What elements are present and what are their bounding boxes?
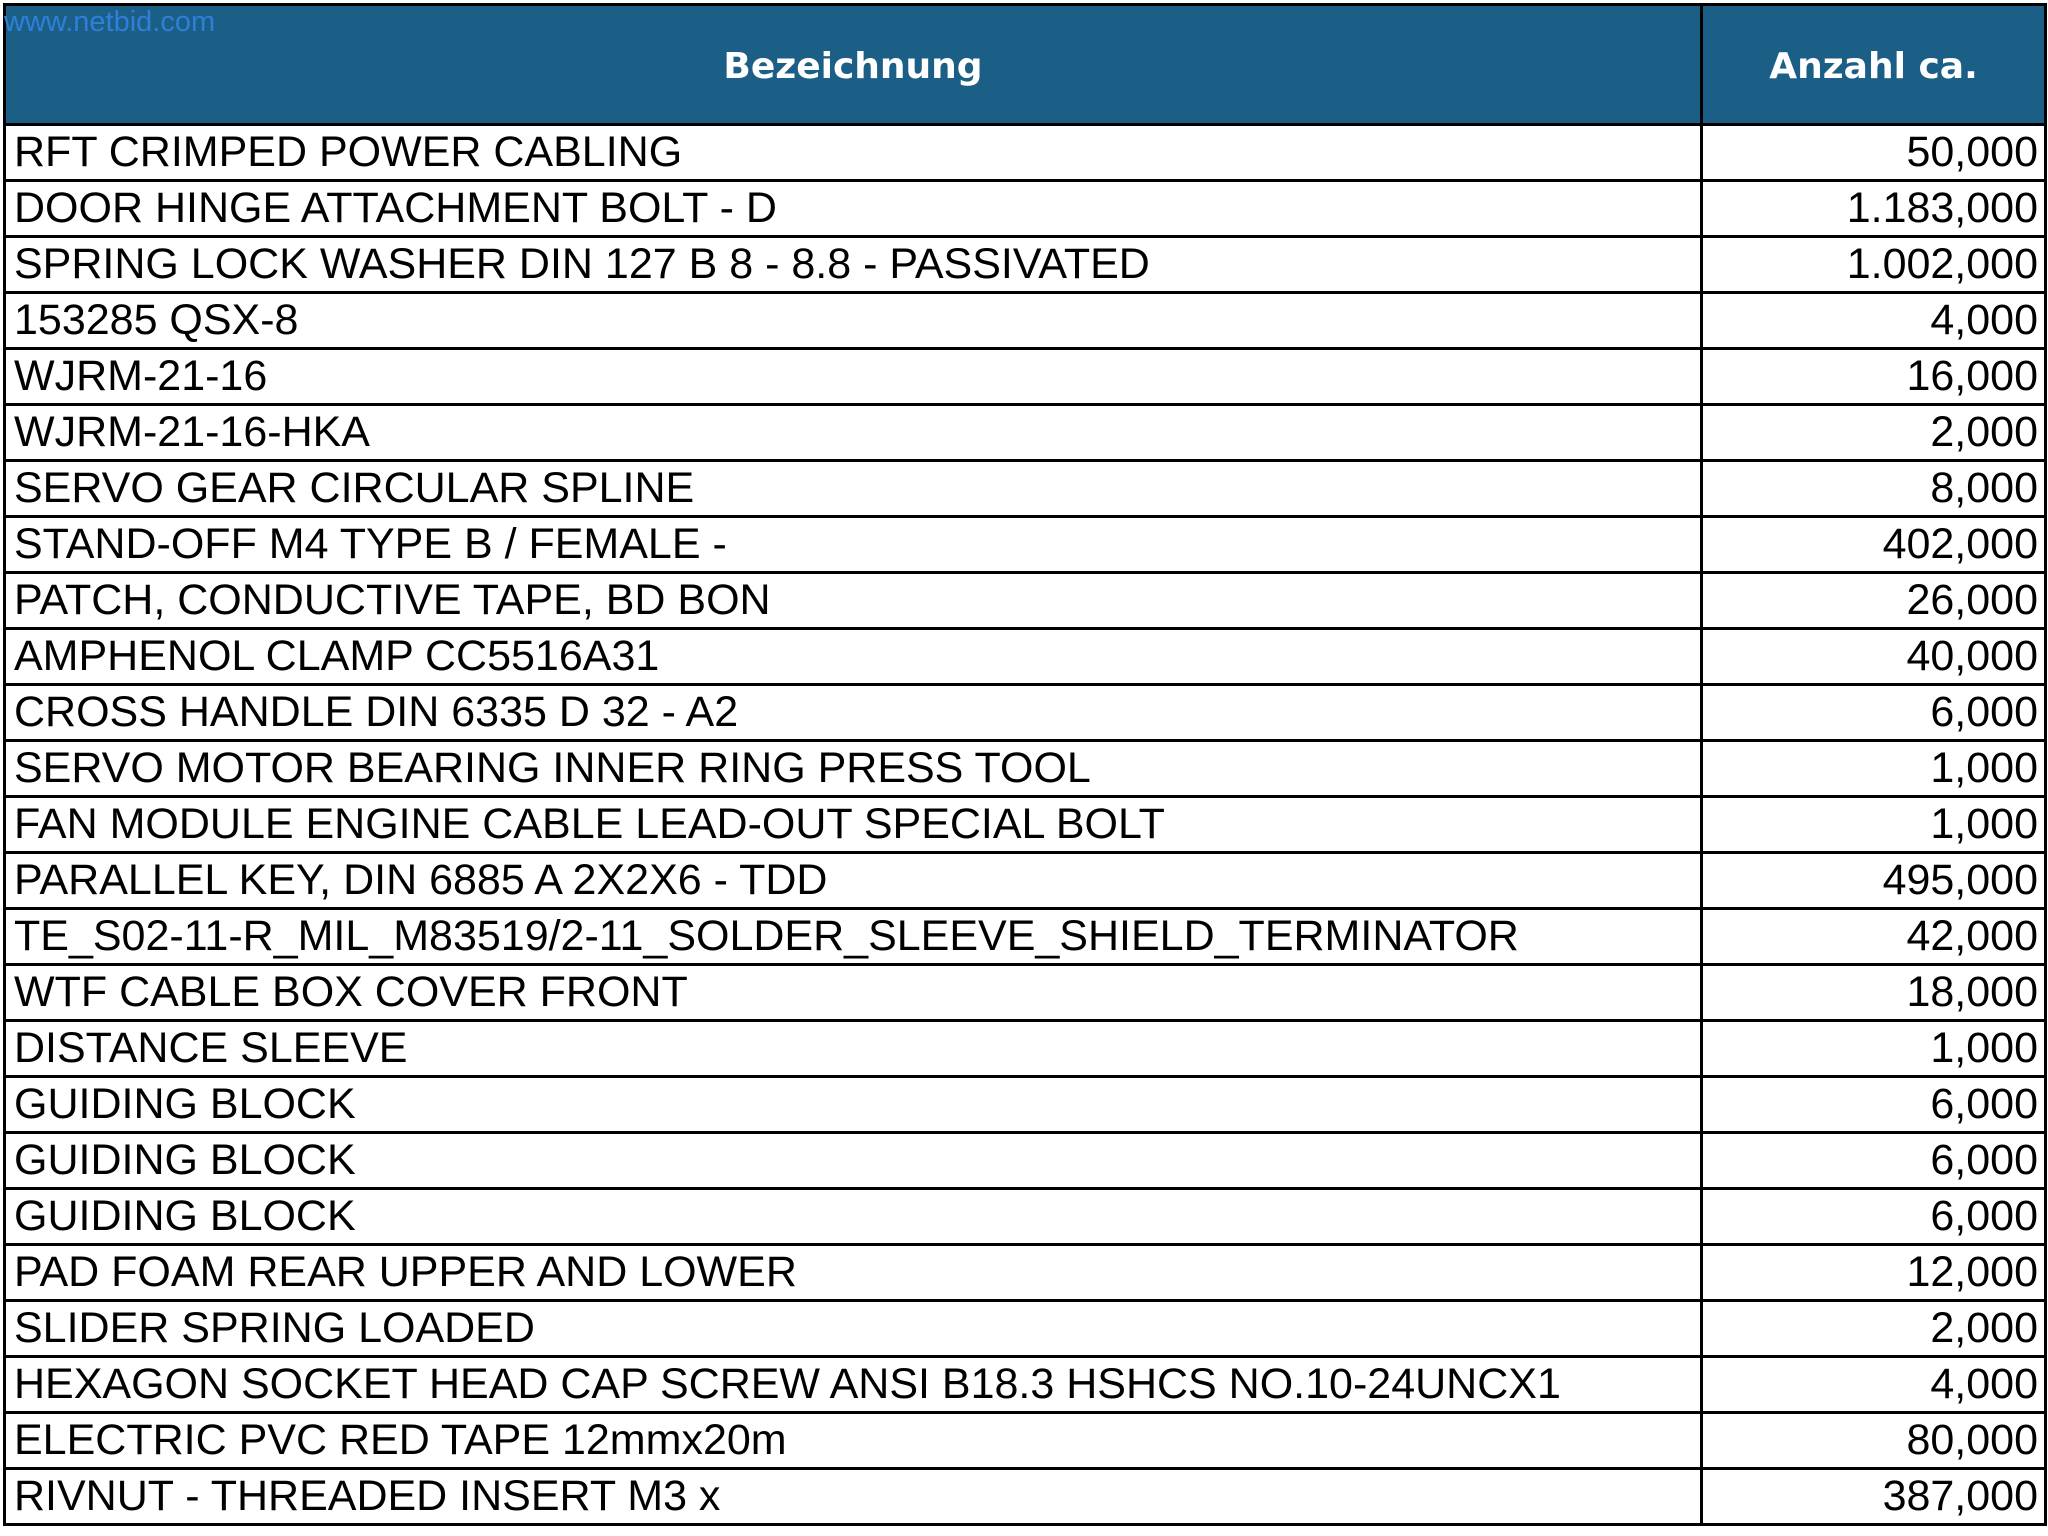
cell-bezeichnung: GUIDING BLOCK	[5, 1133, 1702, 1189]
table-row	[5, 1021, 2046, 1077]
cell-anzahl: 402,000	[1702, 517, 2046, 573]
cell-bezeichnung: GUIDING BLOCK	[5, 1077, 1702, 1133]
table-row	[5, 965, 2046, 1021]
cell-anzahl: 6,000	[1702, 685, 2046, 741]
cell-bezeichnung: 153285 QSX-8	[5, 293, 1702, 349]
cell-anzahl: 2,000	[1702, 405, 2046, 461]
cell-bezeichnung: SLIDER SPRING LOADED	[5, 1301, 1702, 1357]
table-body	[5, 125, 2046, 1525]
cell-anzahl: 1,000	[1702, 797, 2046, 853]
table-row	[5, 1301, 2046, 1357]
table-row	[5, 1077, 2046, 1133]
cell-anzahl: 18,000	[1702, 965, 2046, 1021]
table-row	[5, 685, 2046, 741]
parts-table	[3, 3, 2047, 1526]
cell-bezeichnung: DISTANCE SLEEVE	[5, 1021, 1702, 1077]
table-row	[5, 1357, 2046, 1413]
cell-bezeichnung: GUIDING BLOCK	[5, 1189, 1702, 1245]
cell-bezeichnung: STAND-OFF M4 TYPE B / FEMALE -	[5, 517, 1702, 573]
cell-anzahl: 1,000	[1702, 1021, 2046, 1077]
table-row	[5, 293, 2046, 349]
cell-bezeichnung: TE_S02-11-R_MIL_M83519/2-11_SOLDER_SLEEVE_SHIELD_TERMINATOR	[5, 909, 1702, 965]
table-row	[5, 797, 2046, 853]
table-row	[5, 349, 2046, 405]
table-row	[5, 1133, 2046, 1189]
column-header-bezeichnung: Bezeichnung	[5, 5, 1702, 125]
cell-anzahl: 1.002,000	[1702, 237, 2046, 293]
cell-bezeichnung: HEXAGON SOCKET HEAD CAP SCREW ANSI B18.3 HSHCS NO.10-24UNCX1	[5, 1357, 1702, 1413]
cell-anzahl: 1.183,000	[1702, 181, 2046, 237]
cell-bezeichnung: RIVNUT - THREADED INSERT M3 x	[5, 1469, 1702, 1525]
cell-bezeichnung: AMPHENOL CLAMP CC5516A31	[5, 629, 1702, 685]
table-row	[5, 1469, 2046, 1525]
cell-anzahl: 495,000	[1702, 853, 2046, 909]
cell-anzahl: 387,000	[1702, 1469, 2046, 1525]
table-row	[5, 461, 2046, 517]
table-row	[5, 181, 2046, 237]
table-row	[5, 629, 2046, 685]
cell-anzahl: 4,000	[1702, 1357, 2046, 1413]
table-row	[5, 1189, 2046, 1245]
watermark-text: www.netbid.com	[4, 6, 216, 38]
cell-bezeichnung: PARALLEL KEY, DIN 6885 A 2X2X6 - TDD	[5, 853, 1702, 909]
cell-anzahl: 40,000	[1702, 629, 2046, 685]
cell-anzahl: 2,000	[1702, 1301, 2046, 1357]
cell-anzahl: 80,000	[1702, 1413, 2046, 1469]
cell-bezeichnung: SPRING LOCK WASHER DIN 127 B 8 - 8.8 - PASSIVATED	[5, 237, 1702, 293]
cell-bezeichnung: DOOR HINGE ATTACHMENT BOLT - D	[5, 181, 1702, 237]
cell-bezeichnung: SERVO GEAR CIRCULAR SPLINE	[5, 461, 1702, 517]
cell-anzahl: 6,000	[1702, 1077, 2046, 1133]
cell-anzahl: 12,000	[1702, 1245, 2046, 1301]
cell-bezeichnung: ELECTRIC PVC RED TAPE 12mmx20m	[5, 1413, 1702, 1469]
table-row	[5, 853, 2046, 909]
table-row	[5, 237, 2046, 293]
table-row	[5, 517, 2046, 573]
cell-anzahl: 6,000	[1702, 1189, 2046, 1245]
cell-bezeichnung: WJRM-21-16-HKA	[5, 405, 1702, 461]
cell-anzahl: 4,000	[1702, 293, 2046, 349]
table-row	[5, 741, 2046, 797]
table-row	[5, 573, 2046, 629]
cell-bezeichnung: FAN MODULE ENGINE CABLE LEAD-OUT SPECIAL BOLT	[5, 797, 1702, 853]
cell-anzahl: 42,000	[1702, 909, 2046, 965]
cell-bezeichnung: WTF CABLE BOX COVER FRONT	[5, 965, 1702, 1021]
cell-anzahl: 26,000	[1702, 573, 2046, 629]
table-row	[5, 909, 2046, 965]
cell-anzahl: 16,000	[1702, 349, 2046, 405]
header-row	[5, 5, 2046, 125]
cell-anzahl: 1,000	[1702, 741, 2046, 797]
cell-bezeichnung: RFT CRIMPED POWER CABLING	[5, 125, 1702, 181]
table-row	[5, 405, 2046, 461]
cell-bezeichnung: PAD FOAM REAR UPPER AND LOWER	[5, 1245, 1702, 1301]
table-row	[5, 125, 2046, 181]
cell-anzahl: 50,000	[1702, 125, 2046, 181]
cell-anzahl: 8,000	[1702, 461, 2046, 517]
cell-bezeichnung: WJRM-21-16	[5, 349, 1702, 405]
cell-bezeichnung: PATCH, CONDUCTIVE TAPE, BD BON	[5, 573, 1702, 629]
cell-anzahl: 6,000	[1702, 1133, 2046, 1189]
table-row	[5, 1413, 2046, 1469]
table-row	[5, 1245, 2046, 1301]
cell-bezeichnung: SERVO MOTOR BEARING INNER RING PRESS TOOL	[5, 741, 1702, 797]
cell-bezeichnung: CROSS HANDLE DIN 6335 D 32 - A2	[5, 685, 1702, 741]
column-header-anzahl: Anzahl ca.	[1702, 5, 2046, 125]
